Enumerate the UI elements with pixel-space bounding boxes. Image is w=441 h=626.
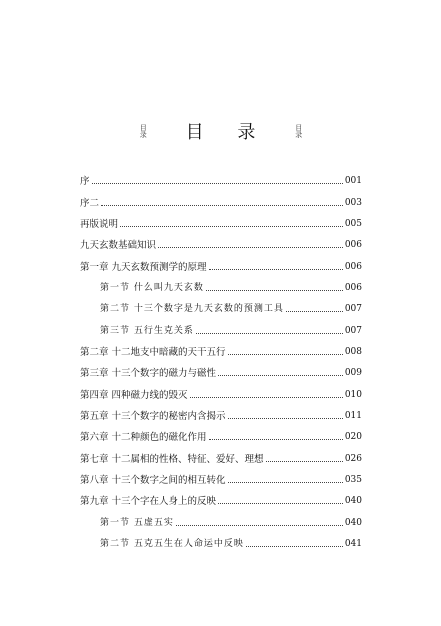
toc-entry-label: 第一节 什么叫九天玄数 <box>100 283 204 293</box>
title-ornament-right: 目录 <box>294 124 303 138</box>
toc-page-number: 040 <box>344 496 362 506</box>
toc-dot-leader <box>190 397 343 398</box>
toc-entry-label: 第六章 十二种颜色的磁化作用 <box>80 431 207 443</box>
toc-entry-label: 第七章 十二属相的性格、特征、爱好、理想 <box>80 453 264 465</box>
toc-page-number: 026 <box>344 454 362 464</box>
toc-page-number: 007 <box>344 326 362 336</box>
toc-entry-label: 第五章 十三个数字的秘密内含揭示 <box>80 410 226 422</box>
toc-dot-leader <box>218 503 343 504</box>
toc-chapter-entry[interactable] <box>80 213 362 229</box>
toc-chapter-entry[interactable] <box>80 192 362 208</box>
toc-chapter-entry[interactable] <box>80 362 362 378</box>
toc-page-number: 005 <box>344 219 362 229</box>
toc-chapter-entry[interactable] <box>80 426 362 442</box>
toc-dot-leader <box>209 269 343 270</box>
toc-chapter-entry[interactable] <box>80 448 362 464</box>
toc-dot-leader <box>228 482 343 483</box>
toc-page-number: 041 <box>344 539 362 549</box>
toc-chapter-entry[interactable] <box>80 256 362 272</box>
toc-page-number: 035 <box>344 475 362 485</box>
page-heading <box>0 118 441 144</box>
toc-dot-leader <box>158 247 343 248</box>
toc-page-number: 009 <box>344 368 362 378</box>
toc-dot-leader <box>246 546 343 547</box>
toc-page-number: 011 <box>344 411 362 421</box>
toc-dot-leader <box>218 375 343 376</box>
toc-dot-leader <box>196 333 343 334</box>
toc-entry-label: 第一章 九天玄数预测学的原理 <box>80 261 207 273</box>
toc-dot-leader <box>286 311 343 312</box>
toc-section-entry[interactable] <box>80 320 362 336</box>
toc-chapter-entry[interactable] <box>80 170 362 186</box>
toc-section-entry[interactable] <box>80 277 362 293</box>
toc-entry-label: 第二章 十二地支中暗藏的天干五行 <box>80 346 226 358</box>
toc-entry-label: 第三节 五行生克关系 <box>100 326 194 336</box>
toc-page-number: 008 <box>344 347 362 357</box>
title-ornament-left: 目录 <box>139 124 148 138</box>
toc-entry-label: 第八章 十三个数字之间的相互转化 <box>80 474 226 486</box>
toc-page-number: 006 <box>344 240 362 250</box>
toc-dot-leader <box>228 354 343 355</box>
toc-dot-leader <box>209 439 343 440</box>
toc-dot-leader <box>120 226 343 227</box>
toc-dot-leader <box>206 290 343 291</box>
toc-chapter-entry[interactable] <box>80 234 362 250</box>
toc-entry-label: 序二 <box>80 197 100 209</box>
toc-page-number: 006 <box>344 262 362 272</box>
toc-page-number: 001 <box>344 176 362 186</box>
toc-page-number: 006 <box>344 283 362 293</box>
page-title: 目 录 <box>185 122 270 143</box>
toc-page-number: 007 <box>344 304 362 314</box>
toc-dot-leader <box>92 183 343 184</box>
toc-entry-label: 第四章 四种磁力线的毁灭 <box>80 389 188 401</box>
toc-chapter-entry[interactable] <box>80 469 362 485</box>
toc-dot-leader <box>266 461 343 462</box>
toc-section-entry[interactable] <box>80 512 362 528</box>
toc-entry-label: 第九章 十三个字在人身上的反映 <box>80 495 217 507</box>
toc-entry-label: 第三章 十三个数字的磁力与磁性 <box>80 367 217 379</box>
toc-entry-label: 序 <box>80 175 90 187</box>
toc-section-entry[interactable] <box>80 298 362 314</box>
toc-chapter-entry[interactable] <box>80 384 362 400</box>
toc-chapter-entry[interactable] <box>80 405 362 421</box>
toc-page-number: 010 <box>344 390 362 400</box>
toc-dot-leader <box>176 525 343 526</box>
toc-entry-label: 第二节 五克五生在人命运中反映 <box>100 539 244 549</box>
toc-chapter-entry[interactable] <box>80 341 362 357</box>
toc-page-number: 020 <box>344 432 362 442</box>
toc-chapter-entry[interactable] <box>80 490 362 506</box>
toc-page-number: 003 <box>344 198 362 208</box>
toc-page-number: 040 <box>344 518 362 528</box>
toc-entry-label: 九天玄数基础知识 <box>80 239 157 251</box>
toc-section-entry[interactable] <box>80 533 362 549</box>
toc-entry-label: 第二节 十三个数字是九天玄数的预测工具 <box>100 304 284 314</box>
toc-dot-leader <box>101 205 343 206</box>
toc-entry-label: 再版说明 <box>80 218 119 230</box>
toc-dot-leader <box>228 418 343 419</box>
toc-entry-label: 第一节 五虚五实 <box>100 518 174 528</box>
